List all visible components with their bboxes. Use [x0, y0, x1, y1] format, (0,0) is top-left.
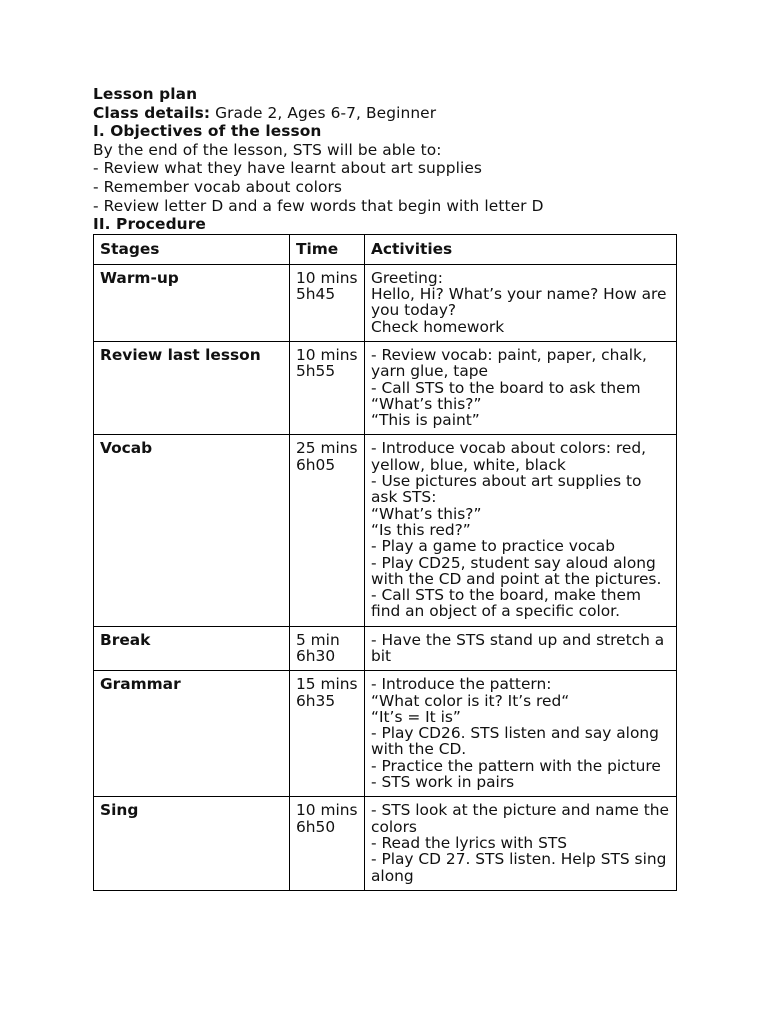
activity-line: - Practice the pattern with the picture: [371, 756, 661, 775]
time-line: 5h45: [296, 285, 336, 304]
objectives-intro: By the end of the lesson, STS will be able to:: [93, 140, 442, 159]
procedure-table: [93, 234, 677, 891]
activity-line: - Play CD26. STS listen and say along with the CD.: [371, 724, 659, 759]
activity-line: “This is paint”: [371, 411, 480, 430]
time-line: 10 mins: [296, 801, 358, 820]
activity-line: - Introduce the pattern:: [371, 675, 552, 694]
class-details: [93, 104, 677, 123]
time-cell: [290, 671, 365, 797]
activity-line: - Have the STS stand up and stretch a bit: [371, 630, 665, 665]
stage-cell: Grammar: [94, 671, 290, 797]
time-line: 10 mins: [296, 268, 358, 287]
activity-line: - Call STS to the board, make them find an object of a specific color.: [371, 586, 642, 621]
activity-line: - Play CD25, student say aloud along with the CD and point at the pictures.: [371, 553, 662, 588]
activity-line: “Is this red?”: [371, 520, 471, 539]
header-activities: Activities: [365, 234, 677, 264]
activity-line: “What’s this?”: [371, 394, 482, 413]
activity-line: - Read the lyrics with STS: [371, 833, 568, 852]
time-cell: [290, 435, 365, 626]
activity-line: - STS work in pairs: [371, 773, 515, 792]
time-line: 15 mins: [296, 675, 358, 694]
activity-line: “What’s this?”: [371, 504, 482, 523]
activity-line: Greeting:: [371, 268, 443, 287]
table-row: [94, 671, 677, 797]
activities-cell: [365, 671, 677, 797]
document-title: Lesson plan: [93, 85, 198, 103]
time-cell: [290, 626, 365, 671]
stage-cell: Warm-up: [94, 264, 290, 341]
table-row: [94, 435, 677, 626]
objective-item: - Remember vocab about colors: [93, 177, 343, 196]
class-details-value: Grade 2, Ages 6-7, Beginner: [210, 103, 437, 122]
stage-cell: Break: [94, 626, 290, 671]
activities-cell: [365, 341, 677, 434]
header-stages: Stages: [94, 234, 290, 264]
stage-cell: Review last lesson: [94, 341, 290, 434]
activities-cell: [365, 435, 677, 626]
header-time: Time: [290, 234, 365, 264]
time-cell: [290, 341, 365, 434]
activity-line: - Introduce vocab about colors: red, yellow, blue, white, black: [371, 439, 647, 474]
activity-line: - Play a game to practice vocab: [371, 537, 615, 556]
time-line: 25 mins: [296, 439, 358, 458]
stage-cell: Vocab: [94, 435, 290, 626]
table-row: [94, 797, 677, 890]
activity-line: “What color is it? It’s red“: [371, 691, 570, 710]
activities-cell: [365, 264, 677, 341]
activity-line: - Use pictures about art supplies to ask STS:: [371, 472, 642, 507]
time-line: 5 min: [296, 630, 340, 649]
time-cell: [290, 797, 365, 890]
procedure-heading: II. Procedure: [93, 215, 206, 234]
activity-line: Check homework: [371, 317, 505, 336]
activity-line: “It’s = It is”: [371, 707, 461, 726]
time-line: 5h55: [296, 362, 336, 381]
time-line: 6h35: [296, 691, 336, 710]
activity-line: - STS look at the picture and name the colors: [371, 801, 669, 836]
activities-cell: [365, 626, 677, 671]
time-line: 10 mins: [296, 345, 358, 364]
objective-item: - Review what they have learnt about art supplies: [93, 159, 483, 178]
time-line: 6h05: [296, 455, 336, 474]
activity-line: Hello, Hi? What’s your name? How are you today?: [371, 285, 667, 320]
activity-line: - Play CD 27. STS listen. Help STS sing along: [371, 850, 667, 885]
time-line: 6h30: [296, 646, 336, 665]
time-line: 6h50: [296, 817, 336, 836]
activity-line: - Review vocab: paint, paper, chalk, yarn glue, tape: [371, 345, 647, 381]
objective-item: - Review letter D and a few words that begin with letter D: [93, 196, 544, 215]
table-row: [94, 341, 677, 434]
table-row: [94, 626, 677, 671]
objectives-heading: I. Objectives of the lesson: [93, 122, 322, 141]
lesson-plan-document: [93, 85, 677, 891]
class-details-label: Class details:: [93, 103, 211, 122]
table-header-row: [94, 234, 677, 264]
activity-line: - Call STS to the board to ask them: [371, 378, 641, 397]
time-cell: [290, 264, 365, 341]
table-row: [94, 264, 677, 341]
activities-cell: [365, 797, 677, 890]
stage-cell: Sing: [94, 797, 290, 890]
